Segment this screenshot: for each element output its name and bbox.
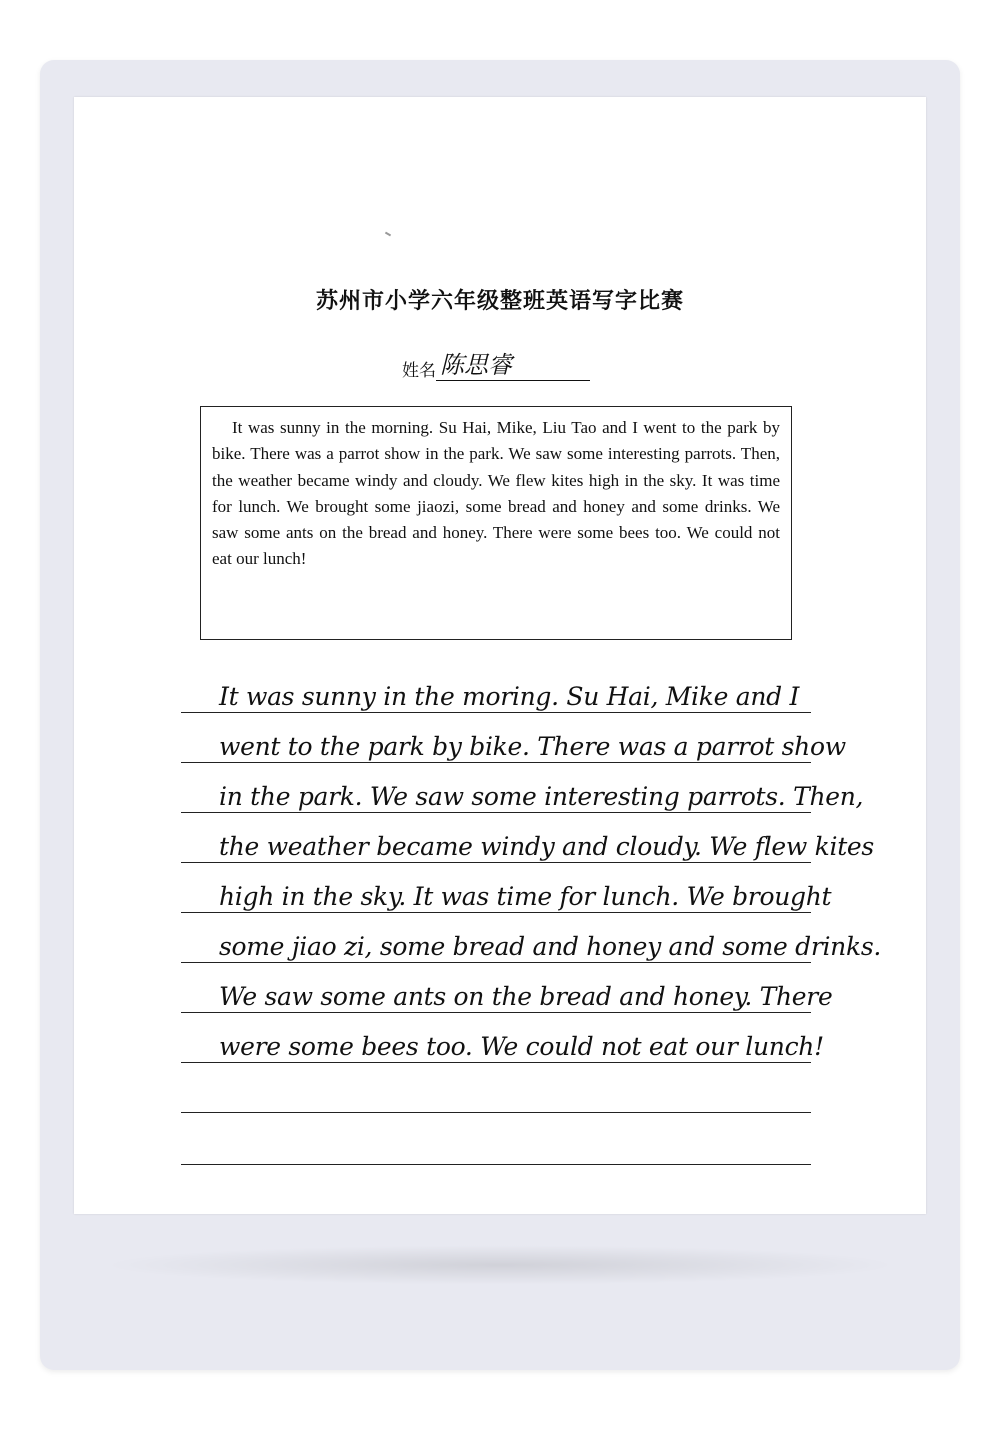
handwriting-text: We saw some ants on the bread and honey. There bbox=[219, 982, 833, 1011]
handwriting-text: some jiao zi, some bread and honey and some drinks. bbox=[219, 932, 882, 961]
name-label: 姓名 bbox=[402, 361, 436, 381]
handwriting-text: high in the sky. It was time for lunch. We brought bbox=[219, 882, 832, 911]
worksheet-page bbox=[74, 97, 926, 1214]
handwriting-line bbox=[181, 969, 833, 1013]
handwriting-line bbox=[181, 869, 832, 913]
paper-speck bbox=[385, 232, 391, 237]
handwriting-line bbox=[181, 769, 864, 813]
name-value: 陈思睿 bbox=[436, 350, 590, 381]
handwriting-text: in the park. We saw some interesting parrots. Then, bbox=[219, 782, 864, 811]
passage-box bbox=[200, 406, 792, 640]
page-title: 苏州市小学六年级整班英语写字比赛 bbox=[315, 289, 684, 314]
handwriting-line bbox=[181, 719, 846, 763]
handwriting-line bbox=[181, 819, 874, 863]
handwriting-line bbox=[181, 669, 811, 713]
handwriting-line bbox=[181, 1019, 824, 1063]
handwriting-text: were some bees too. We could not eat our lunch! bbox=[219, 1032, 824, 1061]
frame-shadow bbox=[100, 1245, 900, 1285]
name-row bbox=[402, 345, 590, 381]
handwriting-text: the weather became windy and cloudy. We flew kites bbox=[219, 832, 874, 861]
handwriting-line bbox=[181, 919, 882, 963]
handwriting-text: went to the park by bike. There was a parrot show bbox=[219, 732, 846, 761]
passage-text: It was sunny in the morning. Su Hai, Mike, Liu Tao and I went to the park by bike. There was a parrot show in the park. We saw some interesting parrots. Then, the weather became windy and cloudy. We flew kites high in the sky. It was time for lunch. We brought some jiaozi, some bread and honey and some drinks. We saw some ants on the bread and honey. There were some bees too. We could not eat our lunch! bbox=[212, 418, 780, 569]
handwriting-line bbox=[181, 1069, 811, 1113]
handwriting-line bbox=[181, 1121, 811, 1165]
handwriting-text: It was sunny in the moring. Su Hai, Mike and I bbox=[219, 682, 800, 711]
